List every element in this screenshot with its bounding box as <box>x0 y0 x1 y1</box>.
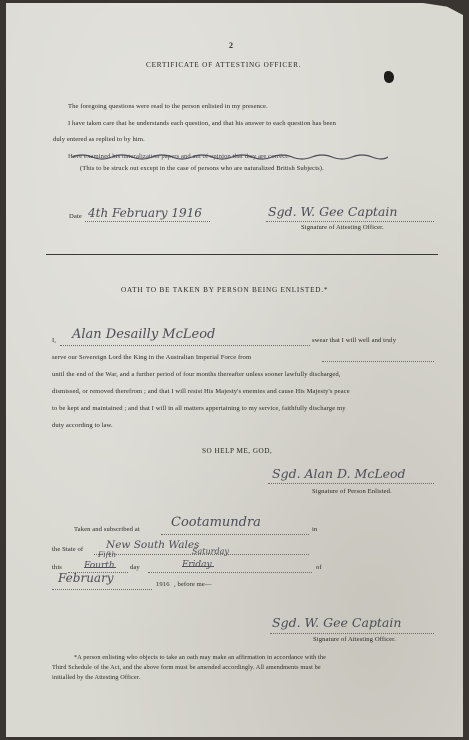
state-handwritten: New South Wales <box>106 539 200 551</box>
enlistee-signature-caption: Signature of Person Enlisted. <box>312 488 392 495</box>
witness-signature-caption: Signature of Attesting Officer. <box>313 636 396 643</box>
weekday-dotted-line <box>148 572 312 573</box>
name-dotted-line <box>60 345 310 346</box>
place-dotted-line <box>161 534 309 535</box>
oath-line-4: dismissed, or removed therefrom ; and that I will resist His Majesty's enemies and cause His Majesty's peace <box>52 388 350 395</box>
month-handwritten: February <box>58 571 114 585</box>
oath-closing: SO HELP ME, GOD, <box>202 447 273 455</box>
date-label: Date <box>69 213 82 220</box>
oath-line-3: until the end of the War, and a further period of four months thereafter unless sooner lawfully discharged, <box>52 371 341 378</box>
taken-label: Taken and subscribed at <box>74 526 140 533</box>
force-dotted-line <box>322 361 434 362</box>
footnote-line-1: *A person enlisting who objects to take an oath may make an affirmation in accordance with the <box>74 654 326 661</box>
torn-corner <box>423 3 463 15</box>
oath-heading: OATH TO BE TAKEN BY PERSON BEING ENLISTED.* <box>121 286 329 294</box>
weekday-strike-line <box>182 566 214 567</box>
before-label: , before me— <box>174 581 212 588</box>
witness-signature: Sgd. W. Gee Captain <box>272 615 402 630</box>
certificate-line-3: duly entered as replied to by him. <box>53 136 145 143</box>
officer-signature: Sgd. W. Gee Captain <box>268 204 398 219</box>
officer-signature-caption: Signature of Attesting Officer. <box>301 224 384 231</box>
witness-signature-line <box>270 633 434 634</box>
oath-line-1-rest: swear that I will well and truly <box>312 337 397 344</box>
section-divider <box>46 254 438 255</box>
weekday-inserted: Saturday <box>192 547 229 556</box>
footnote-line-3: initialled by the Attesting Officer. <box>52 674 141 681</box>
page-number: 2 <box>229 41 234 50</box>
attestation-form-page <box>6 3 463 737</box>
day-inserted: Fifth <box>98 550 117 559</box>
date-dotted-line <box>85 221 210 222</box>
enlistee-signature-line <box>268 483 434 484</box>
officer-signature-line <box>266 221 434 222</box>
certificate-line-1: The foregoing questions were read to the person enlisted in my presence. <box>68 103 268 110</box>
in-label: in <box>312 526 318 533</box>
state-label: the State of <box>52 546 84 553</box>
of-label: of <box>316 564 322 571</box>
date-handwritten: 4th February 1916 <box>88 206 202 220</box>
place-handwritten: Cootamundra <box>171 515 261 530</box>
month-dotted-line <box>52 589 152 590</box>
enlistee-name: Alan Desailly McLeod <box>72 327 216 342</box>
certificate-heading: CERTIFICATE OF ATTESTING OFFICER. <box>146 61 302 69</box>
oath-line-6: duty according to law. <box>52 422 113 429</box>
oath-line-2: serve our Sovereign Lord the King in the Australian Imperial Force from <box>52 354 252 361</box>
oath-prefix: I, <box>52 337 57 344</box>
year-prefix: 1916 <box>156 581 170 588</box>
certificate-line-2: I have taken care that he understands each question, and that his answer to each question has been <box>68 120 336 127</box>
struck-out-line: Have examined his naturalization papers and am of opinion that they are correct. <box>68 153 289 160</box>
oath-line-5: to be kept and maintained ; and that I will in all matters appertaining to my service, faithfully discharge my <box>52 405 346 412</box>
struck-note: (This to be struck out except in the case of persons who are naturalized British Subjects). <box>80 165 324 172</box>
weekday-struck: Friday <box>182 560 212 570</box>
strike-scribble <box>72 153 388 161</box>
day-label: day <box>130 564 140 571</box>
this-label: this <box>52 564 62 571</box>
ink-blot <box>384 71 394 83</box>
footnote-line-2: Third Schedule of the Act, and the above form must be amended accordingly. All amendments must be <box>52 664 321 671</box>
enlistee-signature: Sgd. Alan D. McLeod <box>272 466 406 481</box>
day-struck: Fourth <box>84 561 115 571</box>
day-strike-line <box>84 567 116 568</box>
